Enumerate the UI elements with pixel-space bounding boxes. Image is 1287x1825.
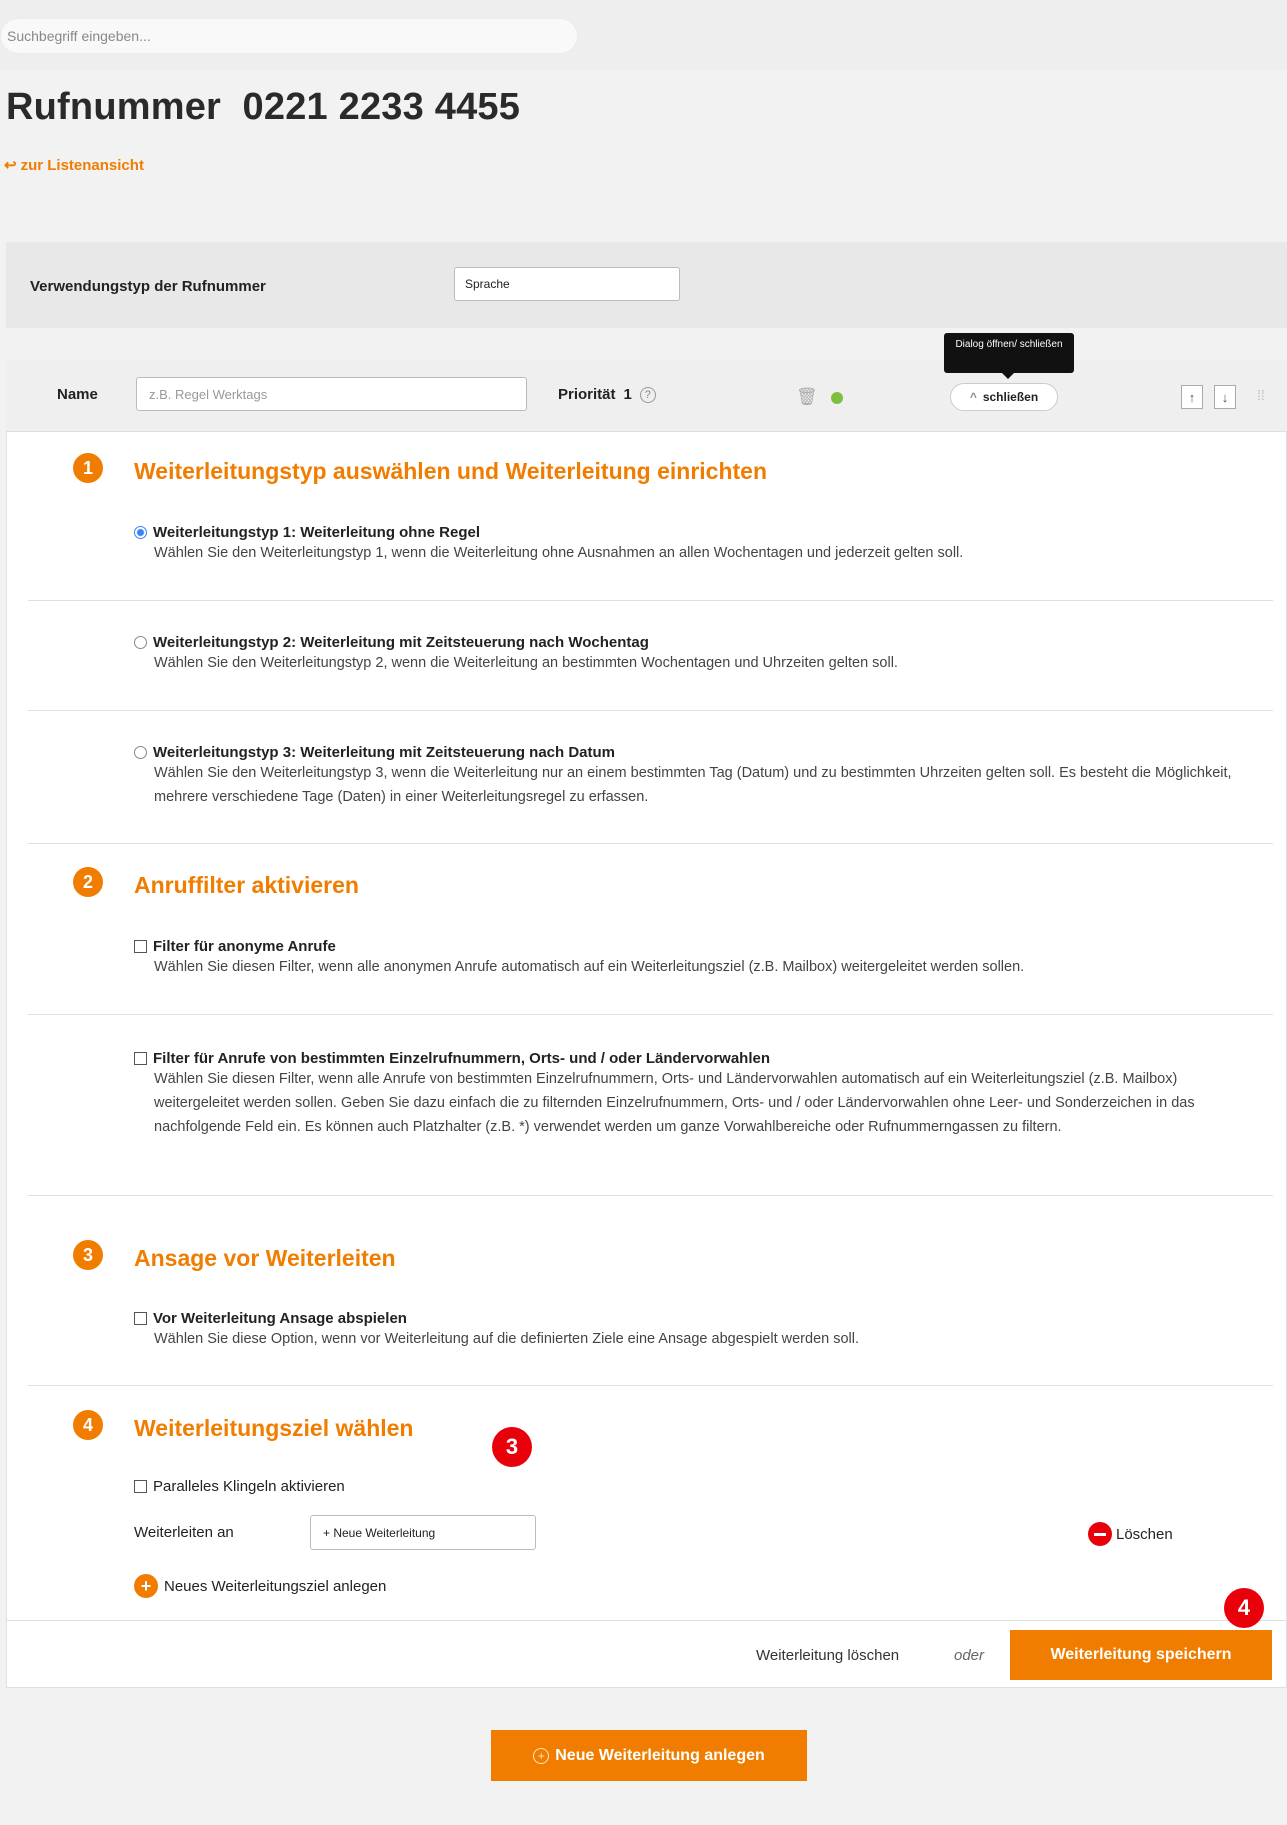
section-title-4: Weiterleitungsziel wählen [134,1415,414,1441]
return-arrow-icon: ↩ [4,157,17,174]
radio-type-1[interactable] [134,526,147,539]
checkbox-numbers[interactable] [134,1052,147,1065]
checkbox-parallel-ring[interactable] [134,1480,147,1493]
type-1-title: Weiterleitungstyp 1: Weiterleitung ohne Regel [153,524,480,541]
search-input[interactable]: Suchbegriff eingeben... [0,18,578,54]
announcement-desc: Wählen Sie diese Option, wenn vor Weiterleitung auf die definierten Ziele eine Ansage abgespielt werden soll. [154,1331,860,1347]
type-2-desc: Wählen Sie den Weiterleitungstyp 2, wenn die Weiterleitung an bestimmten Wochentagen und Uhrzeiten gelten soll. [154,655,898,671]
save-forwarding-button[interactable]: Weiterleitung speichern [1010,1630,1272,1680]
move-up-button[interactable]: ↑ [1181,385,1203,409]
section-number-1: 1 [73,453,103,483]
move-down-button[interactable]: ↓ [1214,385,1236,409]
checkbox-anonymous[interactable] [134,940,147,953]
filter-numbers-desc: Wählen Sie diesen Filter, wenn alle Anrufe von bestimmten Einzelrufnummern, Orts- und Ländervorwahlen automatisch auf ein Weiterleitungsziel (z.B. Mailbox) weitergeleitet werden sollen. Geben Sie dazu einfach die zu filternden Einzelrufnummern, Orts- und / oder Ländervorwahlen ohne Leer- und Sonderzeichen in das nachfolgende Feld ein. Es können auch Platzhalter (z.B. *) verwendet werden um ganze Vorwahlbereiche oder Rufnummerngassen zu filtern. [154,1071,1195,1135]
type-3-title: Weiterleitungstyp 3: Weiterleitung mit Zeitsteuerung nach Datum [153,744,616,761]
page-title: Rufnummer 0221 2233 4455 [6,86,521,128]
type-option-2[interactable] [134,634,1244,675]
trash-icon[interactable]: 🗑 [796,387,818,406]
back-to-list-link[interactable] [4,156,144,174]
or-separator: oder [954,1647,985,1664]
parallel-ring-label: Paralleles Klingeln aktivieren [153,1478,345,1495]
section-title-1: Weiterleitungstyp auswählen und Weiterleitung einrichten [134,458,768,484]
divider [28,710,1273,711]
delete-target-label: Löschen [1116,1525,1173,1543]
section-number-3: 3 [73,1240,103,1270]
divider [28,600,1273,601]
priority-value: 1 [623,386,632,403]
plus-circle-icon: + [134,1574,158,1598]
delete-forwarding-link[interactable]: Weiterleitung löschen [756,1647,900,1664]
add-target-label: Neues Weiterleitungsziel anlegen [164,1577,387,1595]
section-title-2: Anruffilter aktivieren [134,872,359,898]
checkbox-announcement[interactable] [134,1312,147,1325]
plus-circle-icon: + [533,1748,549,1764]
announcement-title: Vor Weiterleitung Ansage abspielen [153,1310,407,1327]
add-target-button[interactable] [134,1574,386,1598]
help-icon[interactable]: ? [640,387,656,403]
filter-option-numbers[interactable] [134,1050,1244,1139]
delete-target-button[interactable] [1088,1522,1173,1546]
priority-label: Priorität [558,386,616,403]
type-3-desc: Wählen Sie den Weiterleitungstyp 3, wenn die Weiterleitung nur an einem bestimmten Tag (Datum) und zu bestimmten Uhrzeiten gelten soll. Es besteht die Möglichkeit, mehrere verschiedene Tage (Daten) in einer Weiterleitungsregel zu erfassen. [154,765,1232,805]
new-forwarding-label: Neue Weiterleitung anlegen [555,1746,765,1764]
status-dot-icon [831,392,843,404]
radio-type-3[interactable] [134,746,147,759]
toggle-dialog-tooltip: Dialog öffnen/ schließen [944,333,1074,373]
filter-numbers-title: Filter für Anrufe von bestimmten Einzelrufnummern, Orts- und / oder Ländervorwahlen [153,1050,771,1067]
divider [28,1385,1273,1386]
divider [28,1195,1273,1196]
callout-badge-3: 3 [492,1427,532,1467]
usage-type-select[interactable]: Sprache [454,267,680,301]
priority-display [558,386,656,403]
chevron-up-icon: ^ [969,390,977,404]
forward-to-label: Weiterleiten an [134,1524,234,1541]
filter-option-anonymous[interactable] [134,938,1244,979]
close-dialog-button[interactable] [950,383,1058,411]
minus-circle-icon [1088,1522,1112,1546]
announcement-option[interactable] [134,1310,1244,1351]
forward-target-select[interactable]: + Neue Weiterleitung [310,1515,536,1550]
type-1-desc: Wählen Sie den Weiterleitungstyp 1, wenn die Weiterleitung ohne Ausnahmen an allen Wochentagen und jederzeit gelten soll. [154,545,964,561]
divider [28,1014,1273,1015]
type-option-1[interactable] [134,524,1244,565]
type-2-title: Weiterleitungstyp 2: Weiterleitung mit Zeitsteuerung nach Wochentag [153,634,649,651]
parallel-ring-option[interactable] [134,1478,345,1495]
filter-anonymous-desc: Wählen Sie diesen Filter, wenn alle anonymen Anrufe automatisch auf ein Weiterleitungsziel (z.B. Mailbox) weitergeleitet werden sollen. [154,959,1025,975]
type-option-3[interactable] [134,744,1244,809]
section-number-4: 4 [73,1410,103,1440]
usage-type-label: Verwendungstyp der Rufnummer [30,278,266,295]
card-footer-divider [6,1620,1287,1621]
radio-type-2[interactable] [134,636,147,649]
filter-anonymous-title: Filter für anonyme Anrufe [153,938,336,955]
drag-handle-icon[interactable]: ⁞⁞ [1257,387,1265,403]
callout-badge-4: 4 [1224,1588,1264,1628]
rule-name-input[interactable]: z.B. Regel Werktags [136,377,527,411]
back-link-label: zur Listenansicht [20,156,144,174]
rule-name-label: Name [57,386,98,403]
new-forwarding-button[interactable] [491,1730,807,1781]
section-number-2: 2 [73,867,103,897]
divider [28,843,1273,844]
section-title-3: Ansage vor Weiterleiten [134,1245,396,1271]
close-dialog-label: schließen [982,390,1039,404]
